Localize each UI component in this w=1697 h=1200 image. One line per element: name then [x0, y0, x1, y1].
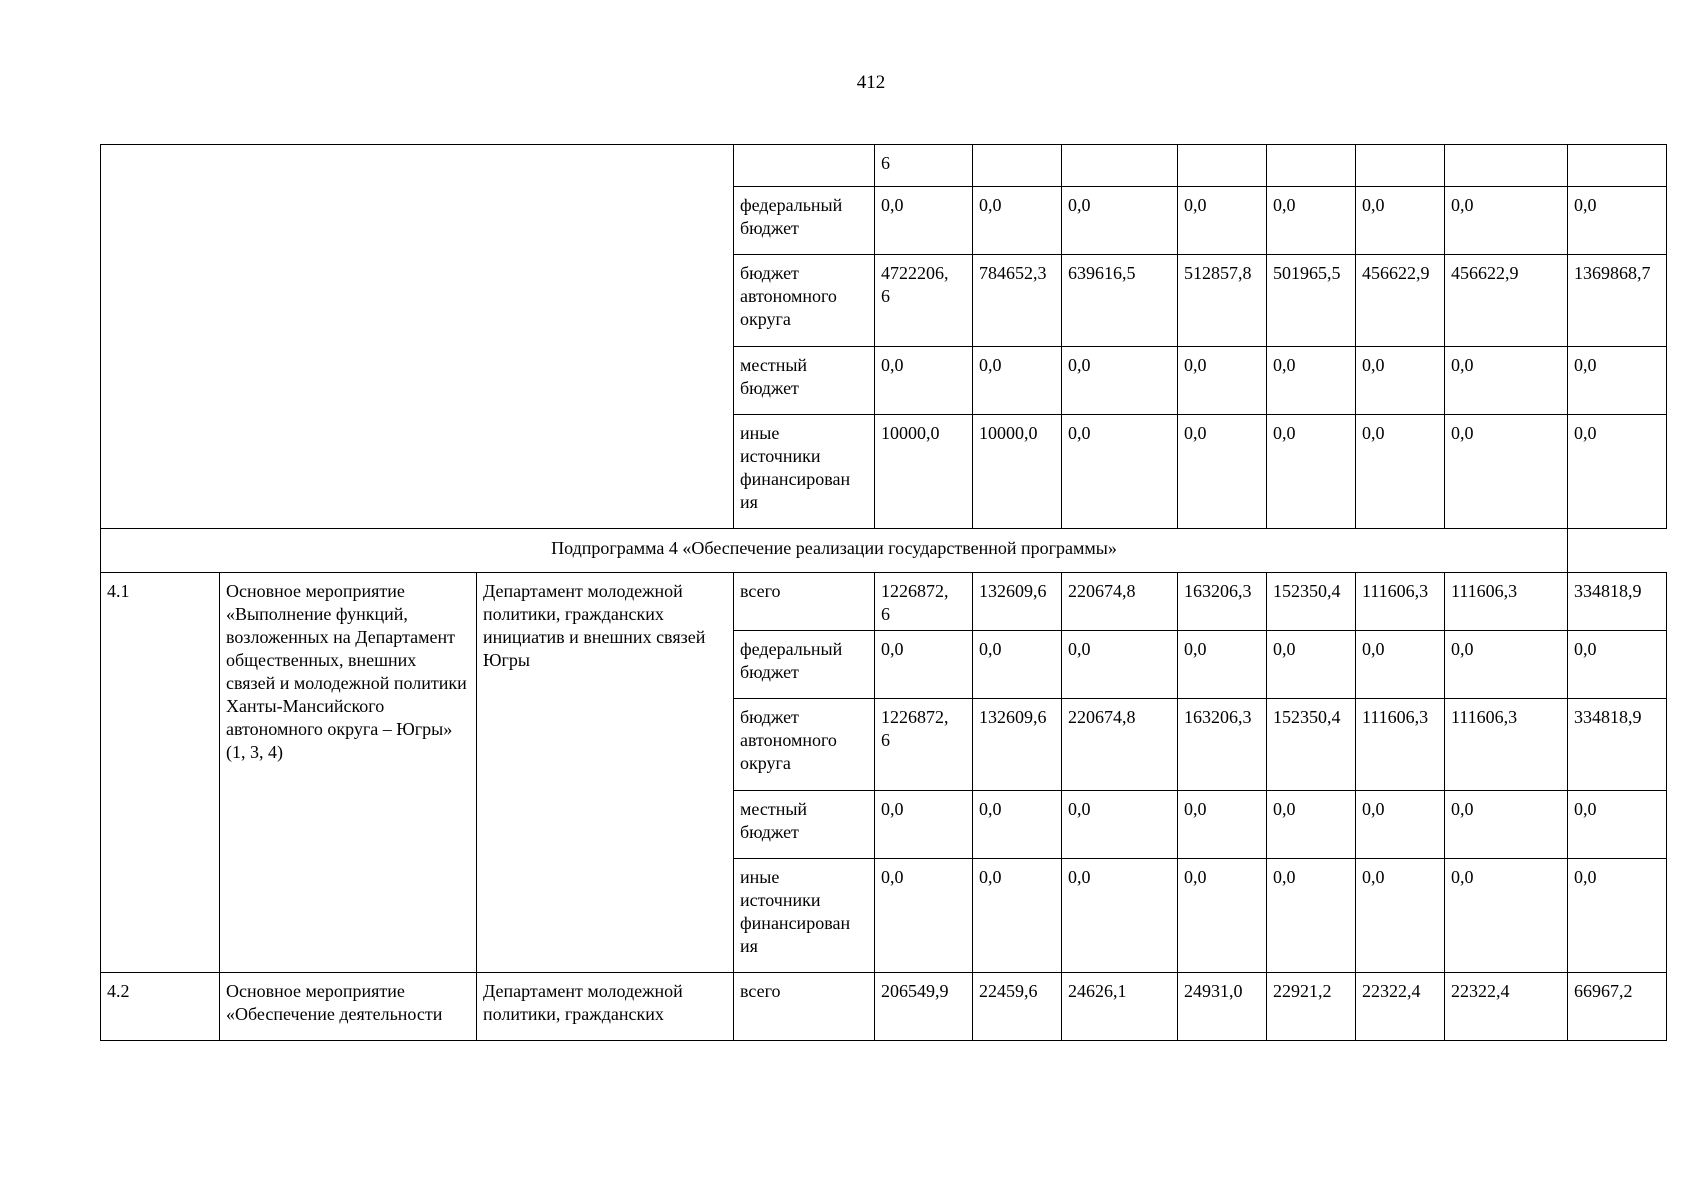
value-cell: 501965,5: [1267, 255, 1356, 347]
value-cell: 334818,9: [1568, 699, 1667, 791]
value-cell: 22322,4: [1445, 973, 1568, 1041]
value-cell: 163206,3: [1178, 573, 1267, 631]
source-label: иные источники финансирован ия: [734, 415, 875, 529]
value-cell: 0,0: [1445, 415, 1568, 529]
value-cell: [1445, 145, 1568, 187]
source-label: федеральный бюджет: [734, 187, 875, 255]
value-cell: [1267, 145, 1356, 187]
value-cell: 456622,9: [1445, 255, 1568, 347]
source-label: местный бюджет: [734, 347, 875, 415]
value-cell: 0,0: [875, 347, 973, 415]
value-cell: 152350,4: [1267, 699, 1356, 791]
value-cell: 0,0: [1445, 859, 1568, 973]
value-cell: 0,0: [1267, 187, 1356, 255]
value-cell: 0,0: [973, 791, 1062, 859]
source-label: всего: [734, 973, 875, 1041]
value-cell: 22459,6: [973, 973, 1062, 1041]
source-label: всего: [734, 573, 875, 631]
value-cell: 220674,8: [1062, 573, 1178, 631]
value-cell: 0,0: [1445, 631, 1568, 699]
value-cell: 111606,3: [1445, 699, 1568, 791]
value-cell: 0,0: [1568, 631, 1667, 699]
value-cell: 10000,0: [875, 415, 973, 529]
value-cell: 22322,4: [1356, 973, 1445, 1041]
value-cell: 220674,8: [1062, 699, 1178, 791]
value-cell: 0,0: [1568, 859, 1667, 973]
value-cell: 4722206, 6: [875, 255, 973, 347]
empty-merged-cell: [101, 145, 734, 529]
value-cell: [1062, 145, 1178, 187]
value-cell: 66967,2: [1568, 973, 1667, 1041]
value-cell: 784652,3: [973, 255, 1062, 347]
value-cell: 0,0: [1568, 415, 1667, 529]
value-cell: 111606,3: [1356, 699, 1445, 791]
value-cell: 0,0: [875, 791, 973, 859]
value-cell: 0,0: [1356, 859, 1445, 973]
value-cell: [973, 145, 1062, 187]
source-label: бюджет автономного округа: [734, 699, 875, 791]
value-cell: 0,0: [1356, 187, 1445, 255]
value-cell: [1356, 145, 1445, 187]
item-name: Основное мероприятие «Обеспечение деятельности: [220, 973, 477, 1041]
value-cell: 1226872, 6: [875, 573, 973, 631]
value-cell: 22921,2: [1267, 973, 1356, 1041]
value-cell: 24626,1: [1062, 973, 1178, 1041]
value-cell: 0,0: [1178, 187, 1267, 255]
value-cell: 0,0: [1267, 859, 1356, 973]
value-cell: 639616,5: [1062, 255, 1178, 347]
source-label: иные источники финансирован ия: [734, 859, 875, 973]
item-number: 4.1: [101, 573, 220, 973]
value-cell: 0,0: [1178, 631, 1267, 699]
item-number: 4.2: [101, 973, 220, 1041]
value-cell: 456622,9: [1356, 255, 1445, 347]
source-label: федеральный бюджет: [734, 631, 875, 699]
value-cell: 0,0: [1267, 631, 1356, 699]
table-row: [101, 973, 1667, 1041]
value-cell: 0,0: [1356, 791, 1445, 859]
value-cell: 0,0: [1178, 791, 1267, 859]
value-cell: 206549,9: [875, 973, 973, 1041]
value-cell: 10000,0: [973, 415, 1062, 529]
item-name: Основное мероприятие «Выполнение функций, возложенных на Департамент общественных, внешних связей и молодежной политики Ханты-Мансийского автономного округа – Югры» (1, 3, 4): [220, 573, 477, 973]
value-cell: 6: [875, 145, 973, 187]
value-cell: 0,0: [1062, 347, 1178, 415]
value-cell: 512857,8: [1178, 255, 1267, 347]
value-cell: 0,0: [1356, 347, 1445, 415]
table-row: [101, 573, 1667, 631]
table-row: [101, 145, 1667, 187]
value-cell: 0,0: [875, 859, 973, 973]
value-cell: 152350,4: [1267, 573, 1356, 631]
value-cell: 0,0: [1356, 415, 1445, 529]
value-cell: 132609,6: [973, 699, 1062, 791]
value-cell: 0,0: [1267, 347, 1356, 415]
value-cell: 0,0: [1568, 187, 1667, 255]
item-executor: Департамент молодежной политики, гражданских: [477, 973, 734, 1041]
value-cell: 0,0: [1445, 187, 1568, 255]
value-cell: 111606,3: [1356, 573, 1445, 631]
value-cell: [1568, 145, 1667, 187]
value-cell: 0,0: [1178, 859, 1267, 973]
value-cell: 0,0: [1445, 347, 1568, 415]
value-cell: 0,0: [1062, 415, 1178, 529]
source-label: бюджет автономного округа: [734, 255, 875, 347]
value-cell: 0,0: [1062, 187, 1178, 255]
value-cell: 334818,9: [1568, 573, 1667, 631]
value-cell: 24931,0: [1178, 973, 1267, 1041]
value-cell: 0,0: [875, 187, 973, 255]
budget-table: [100, 144, 1667, 1041]
source-label: местный бюджет: [734, 791, 875, 859]
source-label: [734, 145, 875, 187]
value-cell: 163206,3: [1178, 699, 1267, 791]
value-cell: 0,0: [1062, 859, 1178, 973]
value-cell: 0,0: [1568, 347, 1667, 415]
value-cell: 0,0: [973, 187, 1062, 255]
value-cell: 0,0: [1178, 347, 1267, 415]
value-cell: 0,0: [1356, 631, 1445, 699]
value-cell: 0,0: [1445, 791, 1568, 859]
value-cell: [1178, 145, 1267, 187]
subprogram-title: Подпрограмма 4 «Обеспечение реализации государственной программы»: [101, 529, 1568, 573]
value-cell: 0,0: [1062, 631, 1178, 699]
value-cell: 0,0: [875, 631, 973, 699]
value-cell: 0,0: [1062, 791, 1178, 859]
value-cell: 0,0: [973, 631, 1062, 699]
value-cell: 0,0: [1568, 791, 1667, 859]
value-cell: 0,0: [1178, 415, 1267, 529]
value-cell: 0,0: [973, 859, 1062, 973]
value-cell: 111606,3: [1445, 573, 1568, 631]
value-cell: 0,0: [1267, 415, 1356, 529]
page-number: 412: [856, 72, 886, 93]
table-row: [101, 529, 1667, 573]
value-cell: 1226872, 6: [875, 699, 973, 791]
value-cell: 132609,6: [973, 573, 1062, 631]
value-cell: 0,0: [1267, 791, 1356, 859]
value-cell: 0,0: [973, 347, 1062, 415]
item-executor: Департамент молодежной политики, гражданских инициатив и внешних связей Югры: [477, 573, 734, 973]
value-cell: 1369868,7: [1568, 255, 1667, 347]
